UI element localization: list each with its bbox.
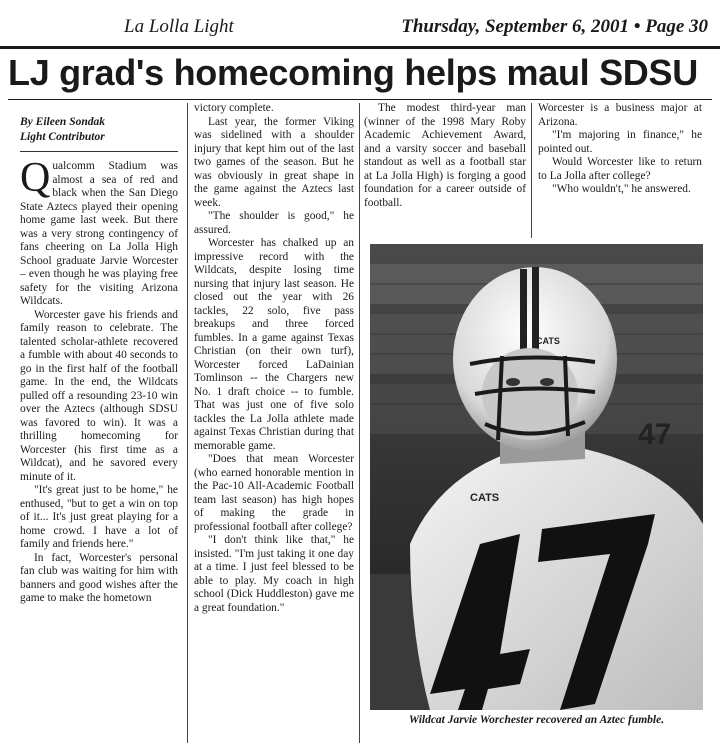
column-divider [359,103,360,743]
article-paragraph: Worcester has chalked up an impressive record with the Wildcats, despite losing time nursing that injury last season. He closed out the year with 26 tackles, 22 solo, five pass breakups and three forced fumbles. In a game against Texas Christian (on their own turf), Worcester forced LaDainian Tomlinson -- the Chargers new No. 1 draft choice -- to fumble. That was just one of five solo tackles the La Jolla athlete made against Texas Christian during that memorable game. [194,237,354,452]
byline-rule [20,151,178,152]
column-divider [531,103,532,238]
helmet-logo: CATS [536,336,560,346]
byline-role: Light Contributor [20,131,105,143]
headline-rule [8,99,712,100]
byline [20,115,178,145]
article-paragraph: Last year, the former Viking was sidelined with a shoulder injury that kept him out of the last two games of the season. But he was obviously in great shape in the game against the Aztecs last week. [194,115,354,209]
article-paragraph: victory complete. [194,102,274,114]
football-player-photo [370,244,703,710]
jersey-text: CATS [470,492,500,504]
article-column-3 [364,102,526,210]
article-column-2 [194,102,354,615]
article-paragraph: Qualcomm Stadium was almost a sea of red and black when the San Diego State Aztecs played their opening home game last week. But there was a very strong contingency of fans cheering on La Jolla High School graduate Jarvie Worcester – even though he was playing free safety for the visiting Arizona Wildcats. [20,155,178,307]
article-paragraph: The modest third-year man (winner of the 1998 Mary Roby Academic Achievement Award, and a varsity soccer and baseball standout as well as a football star at La Jolla High) is forging a good foundation for a career outside of football. [364,102,526,209]
article-paragraph: "It's great just to be home," he enthused, "but to get a win on top of it... It's just great playing for a home crowd. I have a lot of family and friends here." [20,484,178,550]
article-paragraph: "The shoulder is good," he assured. [194,210,354,236]
headline: LJ grad's homecoming helps maul SDSU [8,52,698,93]
article-column-1 [20,105,178,606]
shoulder-number: 47 [638,418,672,451]
article-paragraph: Worcester is a business major at Arizona. [538,102,702,128]
column-divider [187,103,188,743]
article-paragraph: Worcester gave his friends and family reason to celebrate. The talented scholar-athlete recovered a fumble with about 40 seconds to go in the first half of the football game. In the end, the Wildcats pulled off a resounding 23-10 win over the Aztecs (although SDSU was favored to win). It was a thrilling homecoming for Worcester (his first time as a Wildcat), and he savored every minute of it. [20,308,178,483]
masthead [0,0,720,46]
photo-caption: Wildcat Jarvie Worchester recovered an Aztec fumble. [408,714,665,726]
article-paragraph: "I don't think like that," he insisted. "I'm just taking it one day at a time. I just feel blessed to be able to play. My coach in high school (Dick Huddleston) gave me a great foundation." [194,534,354,614]
article-paragraph: "Who wouldn't," he answered. [552,183,691,195]
byline-author: By Eileen Sondak [20,116,105,128]
date-and-page: Thursday, September 6, 2001 • Page 30 [401,16,708,37]
publication-name: La Lolla Light [124,16,234,37]
article-column-4 [538,102,702,197]
drop-cap: Q [20,155,51,201]
article-paragraph: "Does that mean Worcester (who earned honorable mention in the Pac-10 All-Academic Football team last season) has high hopes of making the grade in professional football after college? [194,453,354,533]
article-paragraph: "I'm majoring in finance," he pointed out. [538,129,702,155]
article-paragraph: In fact, Worcester's personal fan club was waiting for him with banners and good wishes after the game to make the hometown [20,551,178,604]
article-paragraph: Would Worcester like to return to La Jolla after college? [538,156,702,182]
masthead-rule [0,46,720,49]
